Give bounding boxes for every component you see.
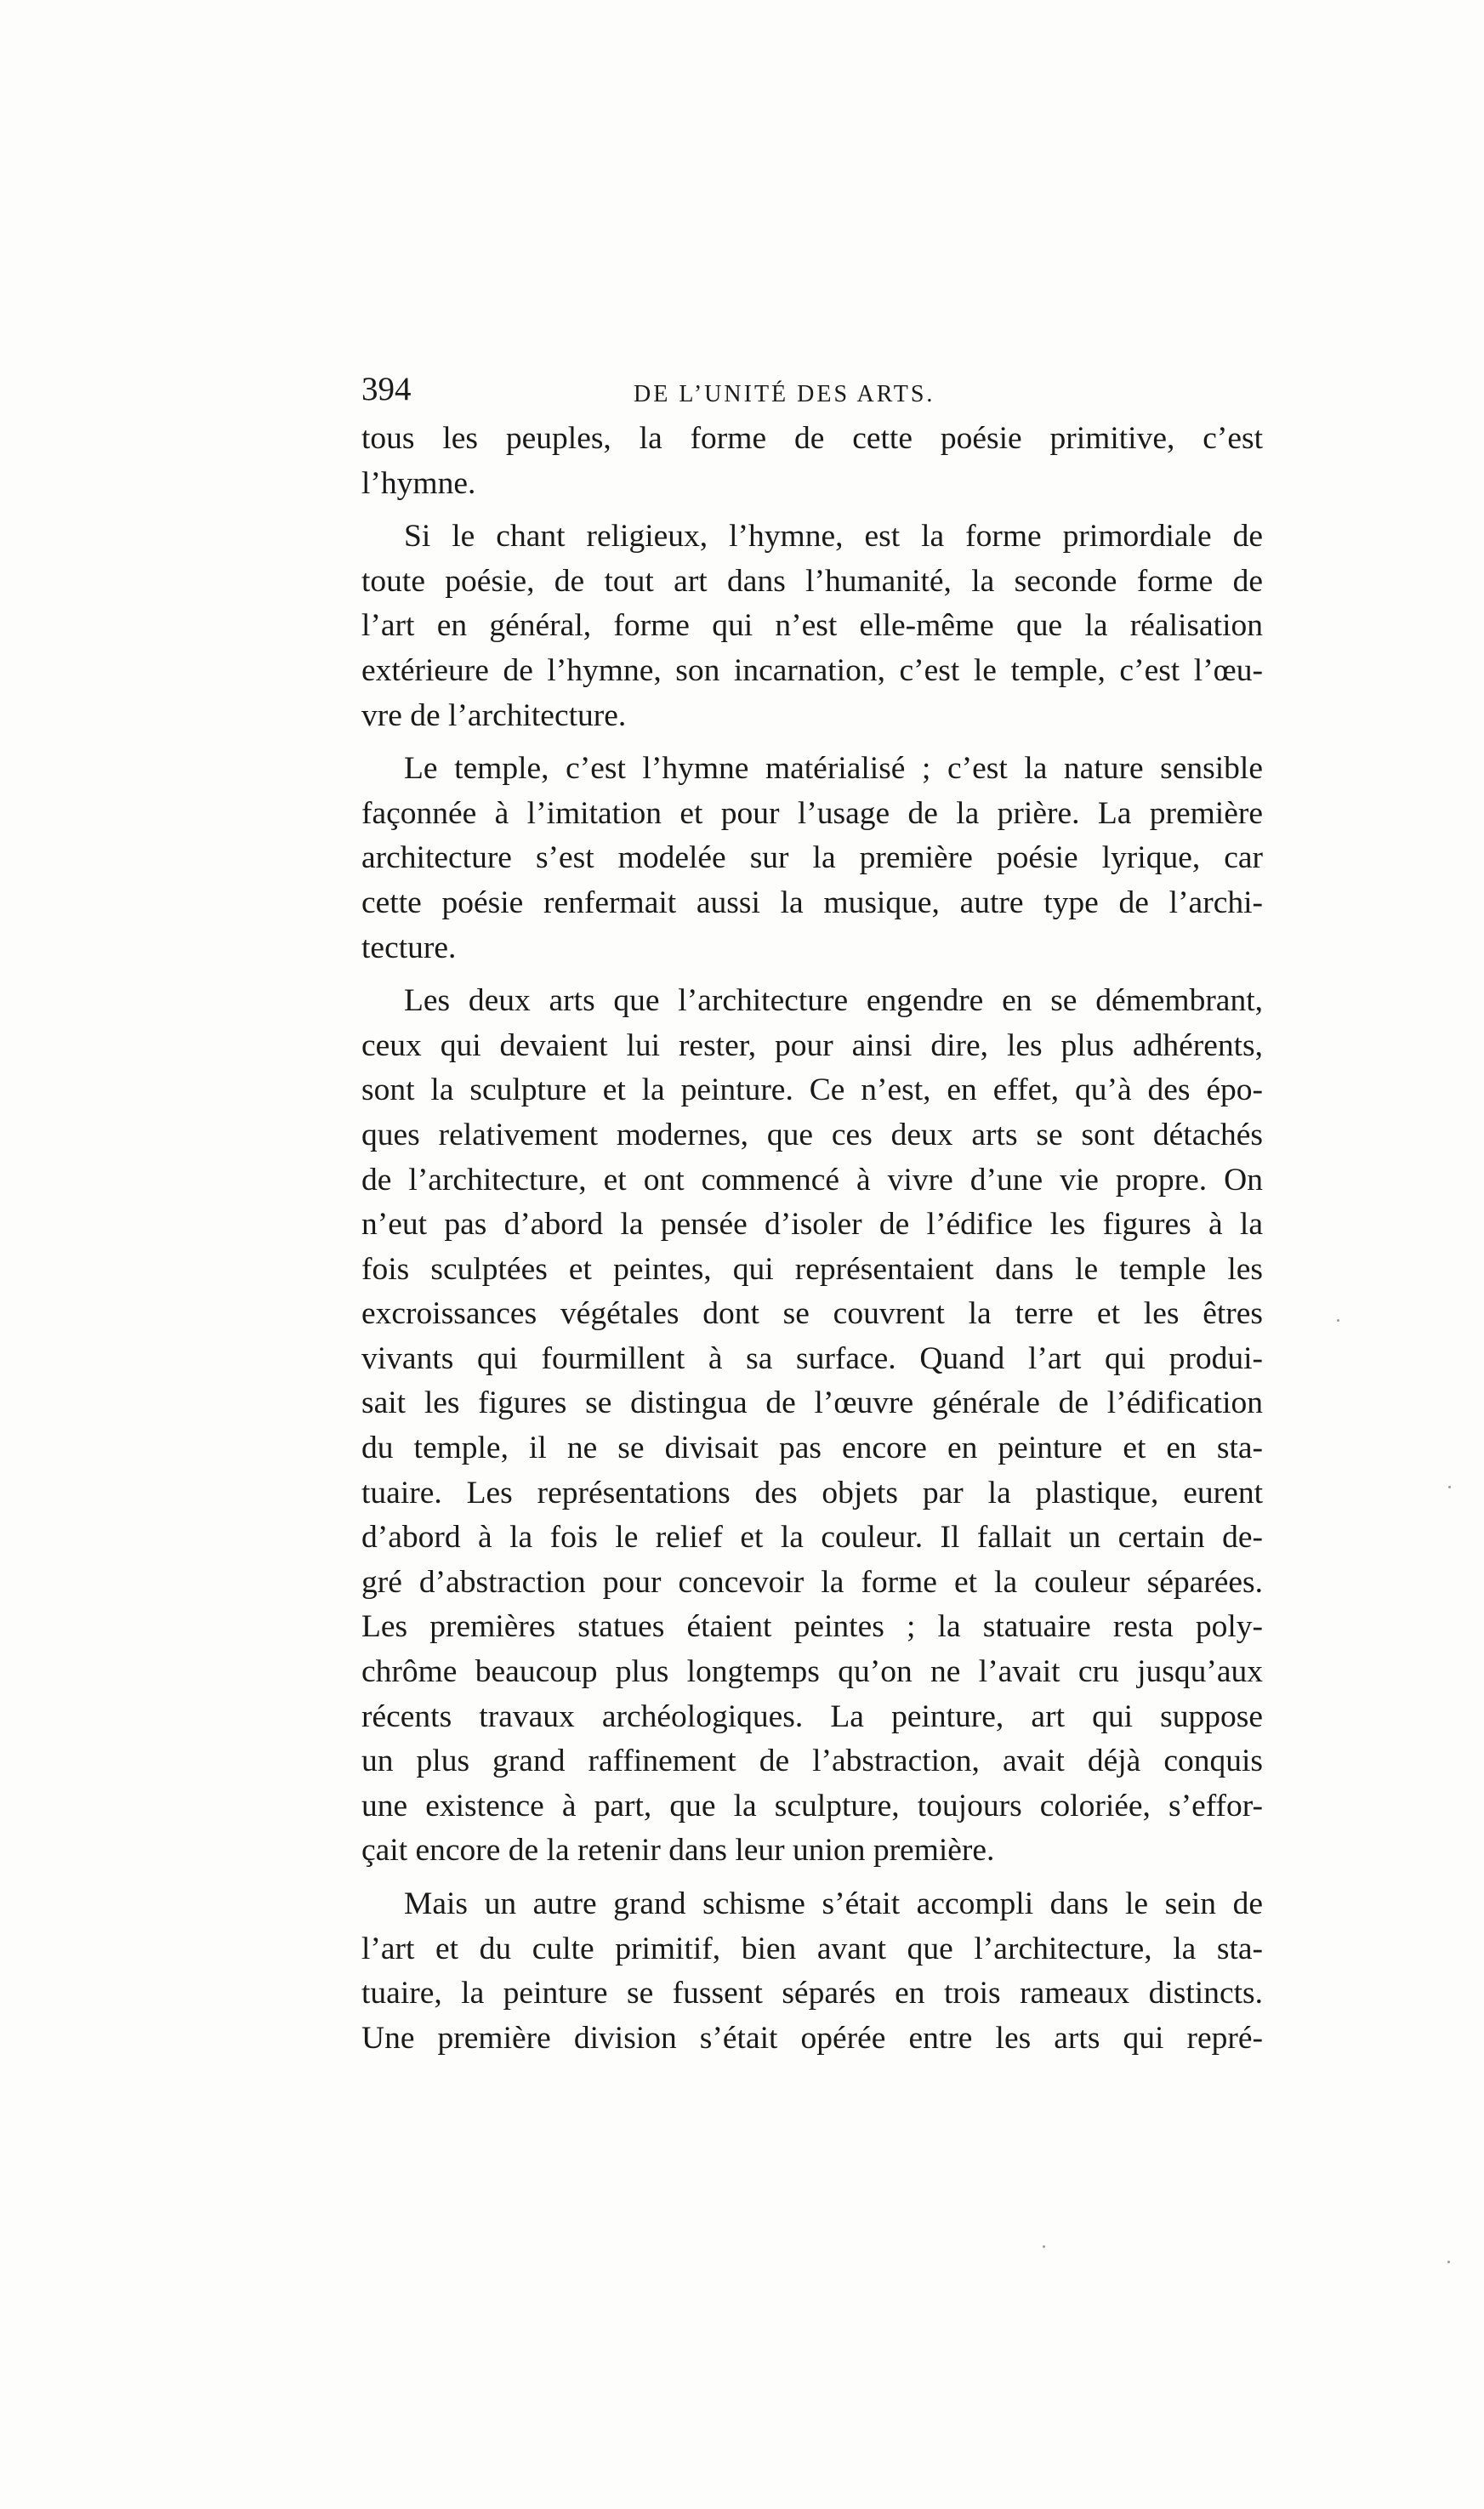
paragraph — [361, 417, 1263, 506]
text-line: façonnée à l’imitation et pour l’usage de la prière. La première — [361, 795, 1263, 831]
text-line: gré d’abstraction pour concevoir la forme et la couleur séparées. — [361, 1564, 1263, 1600]
text-line: l’art et du culte primitif, bien avant que l’architecture, la sta- — [361, 1931, 1263, 1966]
scan-speck — [1447, 2261, 1450, 2263]
text-line: çait encore de la retenir dans leur union première. — [361, 1833, 995, 1869]
text-line: tuaire, la peinture se fussent séparés en trois rameaux distincts. — [361, 1976, 1263, 2011]
text-line: l’art en général, forme qui n’est elle-même que la réalisation — [361, 608, 1263, 644]
scan-speck — [1448, 1486, 1451, 1488]
running-title: DE L’UNITÉ DES ARTS. — [634, 381, 935, 407]
text-line: extérieure de l’hymne, son incarnation, c’est le temple, c’est l’œu- — [361, 652, 1263, 688]
text-line: Le temple, c’est l’hymne matérialisé ; c’est la nature sensible — [404, 751, 1263, 787]
text-line: récents travaux archéologiques. La peinture, art qui suppose — [361, 1698, 1263, 1734]
text-line: tous les peuples, la forme de cette poésie primitive, c’est — [361, 421, 1263, 456]
text-line: l’hymne. — [361, 465, 476, 501]
text-line: sont la sculpture et la peinture. Ce n’est, en effet, qu’à des épo- — [361, 1072, 1263, 1108]
paragraph — [361, 979, 1263, 1874]
text-line: fois sculptées et peintes, qui représentaient dans le temple les — [361, 1251, 1263, 1287]
paragraph — [361, 747, 1263, 970]
text-line: un plus grand raffinement de l’abstraction, avait déjà conquis — [361, 1744, 1263, 1779]
text-line: d’abord à la fois le relief et la couleur. Il fallait un certain de- — [361, 1520, 1263, 1556]
text-line: sait les figures se distingua de l’œuvre générale de l’édification — [361, 1385, 1263, 1421]
text-line: Si le chant religieux, l’hymne, est la forme primordiale de — [404, 519, 1263, 555]
text-line: chrôme beaucoup plus longtemps qu’on ne l’avait cru jusqu’aux — [361, 1654, 1263, 1690]
body-text — [361, 417, 1263, 2069]
text-line: architecture s’est modelée sur la première poésie lyrique, car — [361, 840, 1263, 876]
text-line: ceux qui devaient lui rester, pour ainsi dire, les plus adhérents, — [361, 1027, 1263, 1063]
text-line: Les deux arts que l’architecture engendre en se démembrant, — [404, 983, 1263, 1019]
text-line: une existence à part, que la sculpture, toujours coloriée, s’effor- — [361, 1788, 1263, 1823]
text-line: Mais un autre grand schisme s’était accompli dans le sein de — [404, 1886, 1263, 1921]
text-line: Les premières statues étaient peintes ; la statuaire resta poly- — [361, 1609, 1263, 1645]
text-line: Une première division s’était opérée entre les arts qui repré- — [361, 2020, 1263, 2056]
text-line: vre de l’architecture. — [361, 697, 627, 733]
text-line: vivants qui fourmillent à sa surface. Quand l’art qui produi- — [361, 1340, 1263, 1376]
text-line: n’eut pas d’abord la pensée d’isoler de l’édifice les figures à la — [361, 1207, 1263, 1243]
text-line: cette poésie renfermait aussi la musique, autre type de l’archi- — [361, 885, 1263, 920]
text-line: tecture. — [361, 930, 457, 965]
text-line: excroissances végétales dont se couvrent la terre et les êtres — [361, 1296, 1263, 1332]
page-number: 394 — [361, 371, 412, 407]
text-line: de l’architecture, et ont commencé à vivre d’une vie propre. On — [361, 1162, 1263, 1198]
text-line: tuaire. Les représentations des objets par la plastique, eurent — [361, 1475, 1263, 1511]
text-line: du temple, il ne se divisait pas encore en peinture et en sta- — [361, 1431, 1263, 1466]
paragraph — [361, 515, 1263, 738]
page-header — [361, 364, 1263, 415]
scan-speck — [1337, 1319, 1339, 1322]
paragraph — [361, 1882, 1263, 2061]
scan-speck — [1043, 2245, 1045, 2248]
text-line: ques relativement modernes, que ces deux arts se sont détachés — [361, 1117, 1263, 1152]
text-line: toute poésie, de tout art dans l’humanité, la seconde forme de — [361, 563, 1263, 599]
